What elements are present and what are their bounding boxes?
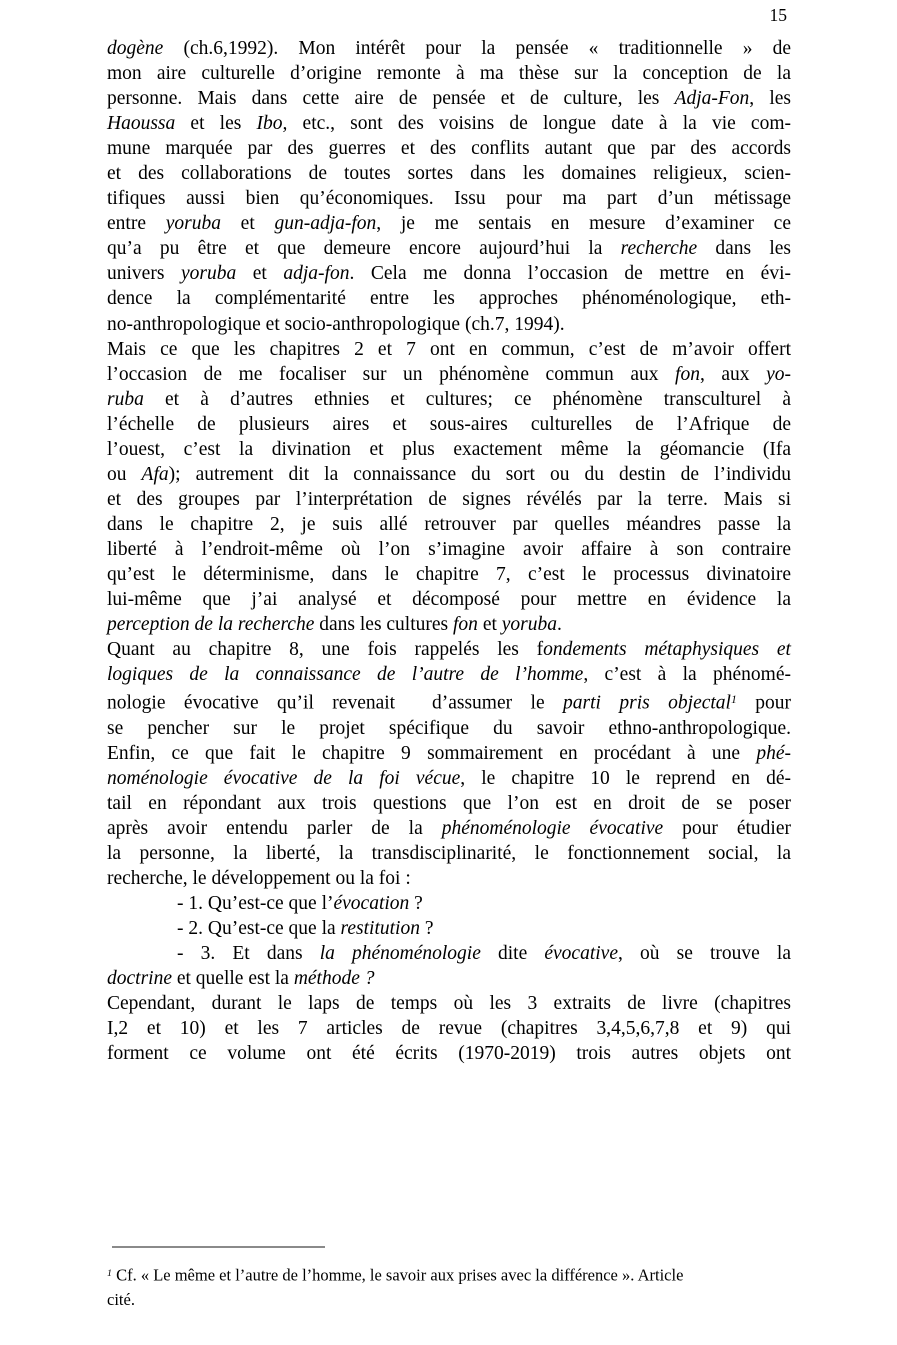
text-run: ); autrement dit la connaissance du sort ou du destin de l’individu [168, 463, 791, 485]
text-line [107, 716, 791, 741]
text-run: - 2. Qu’est-ce que la [177, 917, 341, 939]
text-run: gun-adja-fon [274, 213, 377, 235]
text-run: et quelle est la [171, 967, 294, 989]
footnote-reference-superscript: 1 [730, 693, 737, 707]
text-run: yoruba [501, 614, 558, 636]
text-run: - 1. Qu’est-ce que l’ [177, 892, 334, 914]
text-run: ou [107, 463, 142, 485]
text-run: mune marquée par des guerres et des conflits autant que par des accords [107, 138, 791, 160]
footnote-text-block [107, 1262, 797, 1312]
text-run: (ch.6,1992). Mon intérêt pour la pensée « traditionnelle » de [163, 38, 791, 59]
text-run: no-anthropologique et socio-anthropologique (ch.7, 1994). [107, 313, 565, 335]
text-line [107, 412, 791, 437]
text-run: tail en répondant aux trois questions que l’on est en droit de se poser [107, 792, 791, 814]
text-run: parti pris objectal [563, 692, 731, 714]
body-text-block [107, 36, 791, 1066]
text-run: I,2 et 10) et les 7 articles de revue (chapitres 3,4,5,6,7,8 et 9) qui [107, 1018, 791, 1040]
text-line [107, 387, 791, 412]
text-run: restitution [340, 917, 420, 939]
text-line [107, 941, 791, 966]
text-run: univers [107, 263, 181, 285]
text-run: Cf. « Le même et l’autre de l’homme, le savoir aux prises avec la différence ». Article [111, 1265, 684, 1285]
text-run: , je me sentais en mesure d’examiner ce [376, 213, 791, 235]
text-run: et [477, 614, 502, 636]
text-run: Cependant, durant le laps de temps où les 3 extraits de livre (chapitres [107, 993, 791, 1015]
text-run: forment ce volume ont été écrits (1970-2019) trois autres objets ont [107, 1043, 791, 1065]
text-run: la phénoménologie [319, 942, 481, 964]
text-line [107, 111, 791, 136]
text-run: évocative [544, 942, 618, 964]
text-run: pour [736, 692, 791, 714]
text-line [107, 487, 791, 512]
text-line [107, 211, 791, 236]
text-run: après avoir entendu parler de la [107, 817, 442, 839]
text-run: Mais ce que les chapitres 2 et 7 ont en commun, c’est de m’avoir offert [107, 338, 791, 360]
text-run: dans les cultures [314, 614, 454, 636]
text-line [107, 662, 791, 687]
text-run: Ibo, [256, 113, 288, 135]
text-run: l’échelle de plusieurs aires et sous-aires culturelles de l’Afrique de [107, 413, 791, 435]
text-run: phénoménologie évocative [441, 817, 664, 839]
text-run: , le chapitre 10 le reprend en dé- [460, 767, 791, 789]
text-line [107, 236, 791, 261]
text-run: et à d’autres ethnies et cultures; ce phénomène transculturel à [143, 388, 791, 410]
text-run: recherche [620, 238, 698, 260]
text-run: et des collaborations de toutes sortes dans les domaines religieux, scien- [107, 163, 791, 185]
text-run: etc., sont des voisins de longue date à la vie com- [287, 113, 791, 135]
text-run: et des groupes par l’interprétation de signes révélés par la terre. Mais si [107, 488, 791, 510]
text-run: fon [453, 614, 478, 636]
text-line [107, 512, 791, 537]
text-run: yoruba [180, 263, 237, 285]
text-run: recherche, le développement ou la foi : [107, 867, 411, 889]
text-line [107, 1016, 791, 1041]
text-line [107, 841, 791, 866]
text-line [107, 312, 791, 337]
text-run: - 3. Et dans [177, 942, 320, 964]
text-run: pour étudier [663, 817, 791, 839]
text-run: l’occasion de me focaliser sur un phénomène commun aux [107, 363, 676, 385]
text-line [107, 562, 791, 587]
text-line [107, 991, 791, 1016]
text-run: et [220, 213, 275, 235]
text-run: dogène [107, 38, 164, 59]
text-line [107, 337, 791, 362]
text-run: cité. [107, 1289, 135, 1309]
text-run: ondements métaphysiques et [543, 639, 791, 661]
text-run: nologie évocative qu’il revenait d’assumer le [107, 692, 564, 714]
text-run: et [236, 263, 284, 285]
text-line [107, 362, 791, 387]
text-run: l’ouest, c’est la divination et plus exactement même la géomancie (Ifa [107, 438, 791, 460]
text-run: dite [480, 942, 545, 964]
text-run: phé- [756, 742, 791, 764]
text-run: liberté à l’endroit-même où l’on s’imagine avoir affaire à son contraire [107, 538, 791, 560]
text-run: Enfin, ce que fait le chapitre 9 sommairement en procédant à une [107, 742, 757, 764]
text-line [107, 462, 791, 487]
text-run: la personne, la liberté, la transdisciplinarité, le fonctionnement social, la [107, 842, 791, 864]
text-run: entre [107, 213, 166, 235]
text-run: ? [419, 917, 434, 939]
text-run: et les [175, 113, 257, 135]
text-run: Haoussa [107, 113, 176, 135]
text-run: ? [409, 892, 423, 914]
text-run: méthode ? [293, 967, 375, 989]
text-line [107, 286, 791, 311]
text-run: tifiques aussi bien qu’économiques. Issu pour ma part d’un métissage [107, 188, 791, 210]
text-run: . [557, 614, 562, 636]
text-line [107, 587, 791, 612]
text-line [107, 537, 791, 562]
text-line [107, 186, 791, 211]
text-line [107, 161, 791, 186]
text-run: qu’est le déterminisme, dans le chapitre 7, c’est le processus divinatoire [107, 563, 791, 585]
text-line [107, 437, 791, 462]
text-line [107, 687, 791, 715]
text-line [107, 816, 791, 841]
text-line [107, 61, 791, 86]
text-run: , c’est à la phénomé- [583, 664, 792, 686]
text-line [107, 261, 791, 286]
text-line [107, 1041, 791, 1066]
text-run: qu’a pu être et que demeure encore aujourd’hui la [107, 238, 621, 260]
text-run: lui-même que j’ai analysé et décomposé pour mettre en évidence la [107, 589, 791, 611]
text-line [107, 891, 791, 916]
text-run: noménologie évocative de la foi vécue [107, 767, 461, 789]
text-run: évocation [333, 892, 410, 914]
text-run: personne. Mais dans cette aire de pensée et de culture, les [107, 88, 675, 110]
footnote-separator-rule [112, 1246, 325, 1248]
text-run: . Cela me donna l’occasion de mettre en évi- [349, 263, 791, 285]
text-run: mon aire culturelle d’origine remonte à ma thèse sur la conception de la [107, 63, 791, 85]
text-run: ruba [107, 388, 144, 410]
text-run: dans le chapitre 2, je suis allé retrouver par quelles méandres passe la [107, 513, 791, 535]
text-line [107, 612, 791, 637]
text-run: dans les [697, 238, 792, 260]
text-run: yoruba [165, 213, 221, 235]
text-run: fon [675, 363, 700, 385]
text-line [107, 966, 791, 991]
text-line [107, 741, 791, 766]
text-line [107, 916, 791, 941]
text-run: dence la complémentarité entre les approches phénoménologique, eth- [107, 288, 791, 310]
text-run: , les [749, 88, 791, 110]
text-run: adja-fon [283, 263, 350, 285]
text-line [107, 36, 791, 61]
text-run: perception de la recherche [107, 614, 315, 636]
text-line [107, 136, 791, 161]
text-line [107, 766, 791, 791]
text-line [107, 637, 791, 662]
page-number: 15 [769, 5, 787, 25]
text-line [107, 866, 791, 891]
text-line [107, 86, 791, 111]
text-run: logiques de la connaissance de l’autre de l’homme [107, 664, 584, 686]
text-run: , aux [699, 363, 767, 385]
text-run: yo- [766, 363, 792, 385]
text-run: se pencher sur le projet spécifique du savoir ethno-anthropologique. [107, 717, 791, 739]
text-line [107, 1288, 797, 1313]
text-run: doctrine [107, 967, 172, 989]
text-run: , où se trouve la [618, 942, 791, 964]
text-run: Afa [141, 463, 169, 485]
text-line [107, 791, 791, 816]
footnote-reference-superscript: 1 [107, 1268, 112, 1279]
text-run: Quant au chapitre 8, une fois rappelés les f [107, 639, 544, 661]
text-line [107, 1262, 797, 1288]
text-run: Adja-Fon [674, 88, 750, 110]
